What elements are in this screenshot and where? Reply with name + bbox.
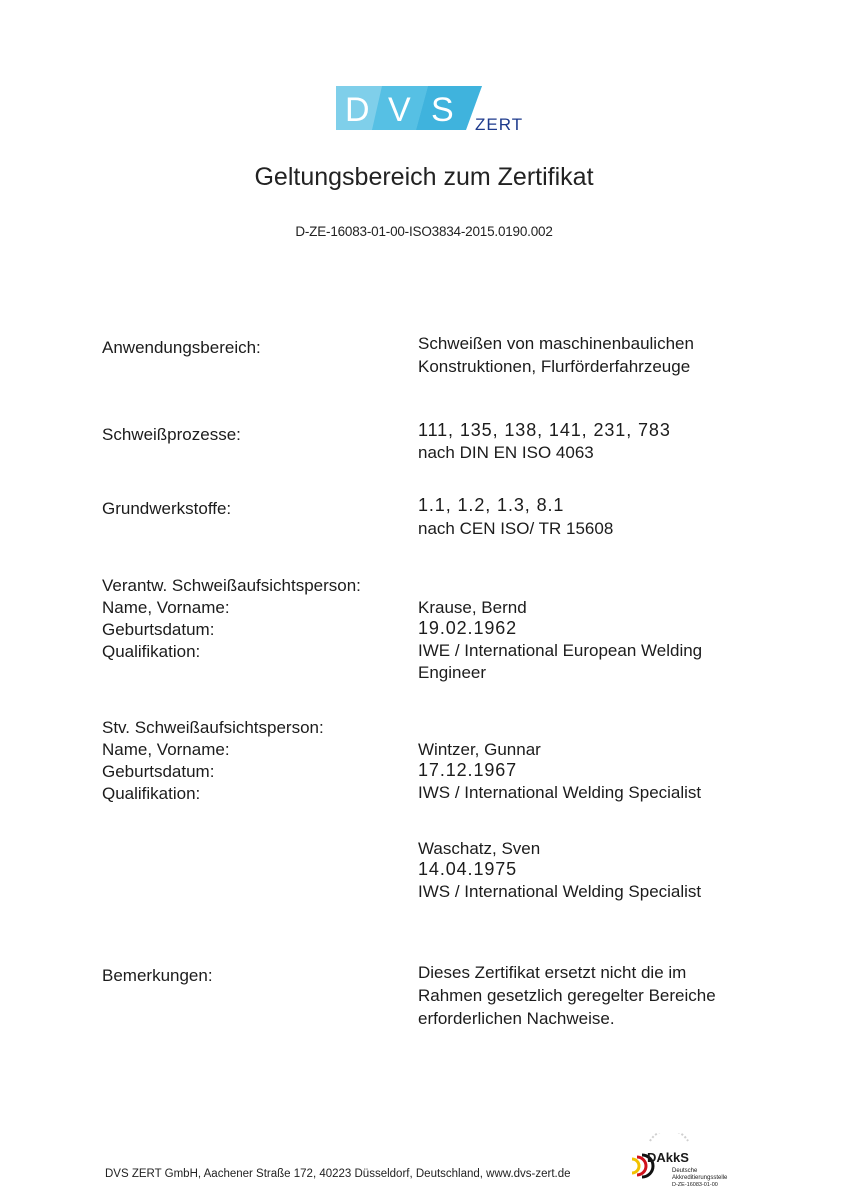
deputy-1-name: Wintzer, Gunnar [418,740,541,759]
deputy-qualification-label: Qualifikation: [102,784,201,803]
dakks-line-2: Akkreditierungsstelle [672,1175,728,1181]
deputy-birth-label: Geburtsdatum: [102,762,215,781]
responsible-birth-label: Geburtsdatum: [102,620,215,639]
application-label: Anwendungsbereich: [102,338,261,357]
remarks-line-3: erforderlichen Nachweise. [418,1009,615,1028]
materials-label: Grundwerkstoffe: [102,499,232,518]
remarks-label: Bemerkungen: [102,966,213,985]
responsible-qualification-label: Qualifikation: [102,642,201,661]
certificate-number: D-ZE-16083-01-00-ISO3834-2015.0190.002 [295,224,553,239]
processes-label: Schweißprozesse: [102,425,241,444]
deputy-heading: Stv. Schweißaufsichtsperson: [102,718,324,737]
responsible-name: Krause, Bernd [418,598,527,617]
responsible-qualification-line-1: IWE / International European Welding [418,641,703,660]
dakks-name: DAkkS [647,1150,689,1165]
logo-zert-text: ZERT [475,115,524,134]
remarks-line-2: Rahmen gesetzlich geregelter Bereiche [418,986,716,1005]
application-value-line-2: Konstruktionen, Flurförderfahrzeuge [418,357,691,376]
logo-letter-v: V [388,91,411,129]
dvs-zert-logo [336,84,536,134]
remarks-line-1: Dieses Zertifikat ersetzt nicht die im [418,963,687,982]
application-value-line-1: Schweißen von maschinenbaulichen [418,334,694,353]
logo-letter-s: S [431,91,454,129]
dakks-line-1: Deutsche [672,1168,698,1174]
page-title: Geltungsbereich zum Zertifikat [254,163,594,191]
responsible-qualification-line-2: Engineer [418,663,487,682]
deputy-1-qualification: IWS / International Welding Specialist [418,783,702,802]
dakks-line-3: D-ZE-16083-01-00 [672,1182,718,1188]
deputy-1-birth: 17.12.1967 [418,760,518,780]
footer-address: DVS ZERT GmbH, Aachener Straße 172, 40223 Düsseldorf, Deutschland, www.dvs-zert.de [105,1168,571,1180]
deputy-2-birth: 14.04.1975 [418,859,518,879]
logo-letter-d: D [345,91,370,129]
responsible-birth: 19.02.1962 [418,618,518,638]
dakks-accreditation-mark [628,1133,748,1189]
deputy-2-qualification: IWS / International Welding Specialist [418,882,702,901]
responsible-heading: Verantw. Schweißaufsichtsperson: [102,576,361,595]
deputy-name-label: Name, Vorname: [102,740,230,759]
deputy-2-name: Waschatz, Sven [418,839,541,858]
materials-value-line-1: 1.1, 1.2, 1.3, 8.1 [418,495,565,515]
processes-value-line-2: nach DIN EN ISO 4063 [418,443,594,462]
processes-value-line-1: 111, 135, 138, 141, 231, 783 [418,420,671,440]
responsible-name-label: Name, Vorname: [102,598,230,617]
materials-value-line-2: nach CEN ISO/ TR 15608 [418,519,614,538]
